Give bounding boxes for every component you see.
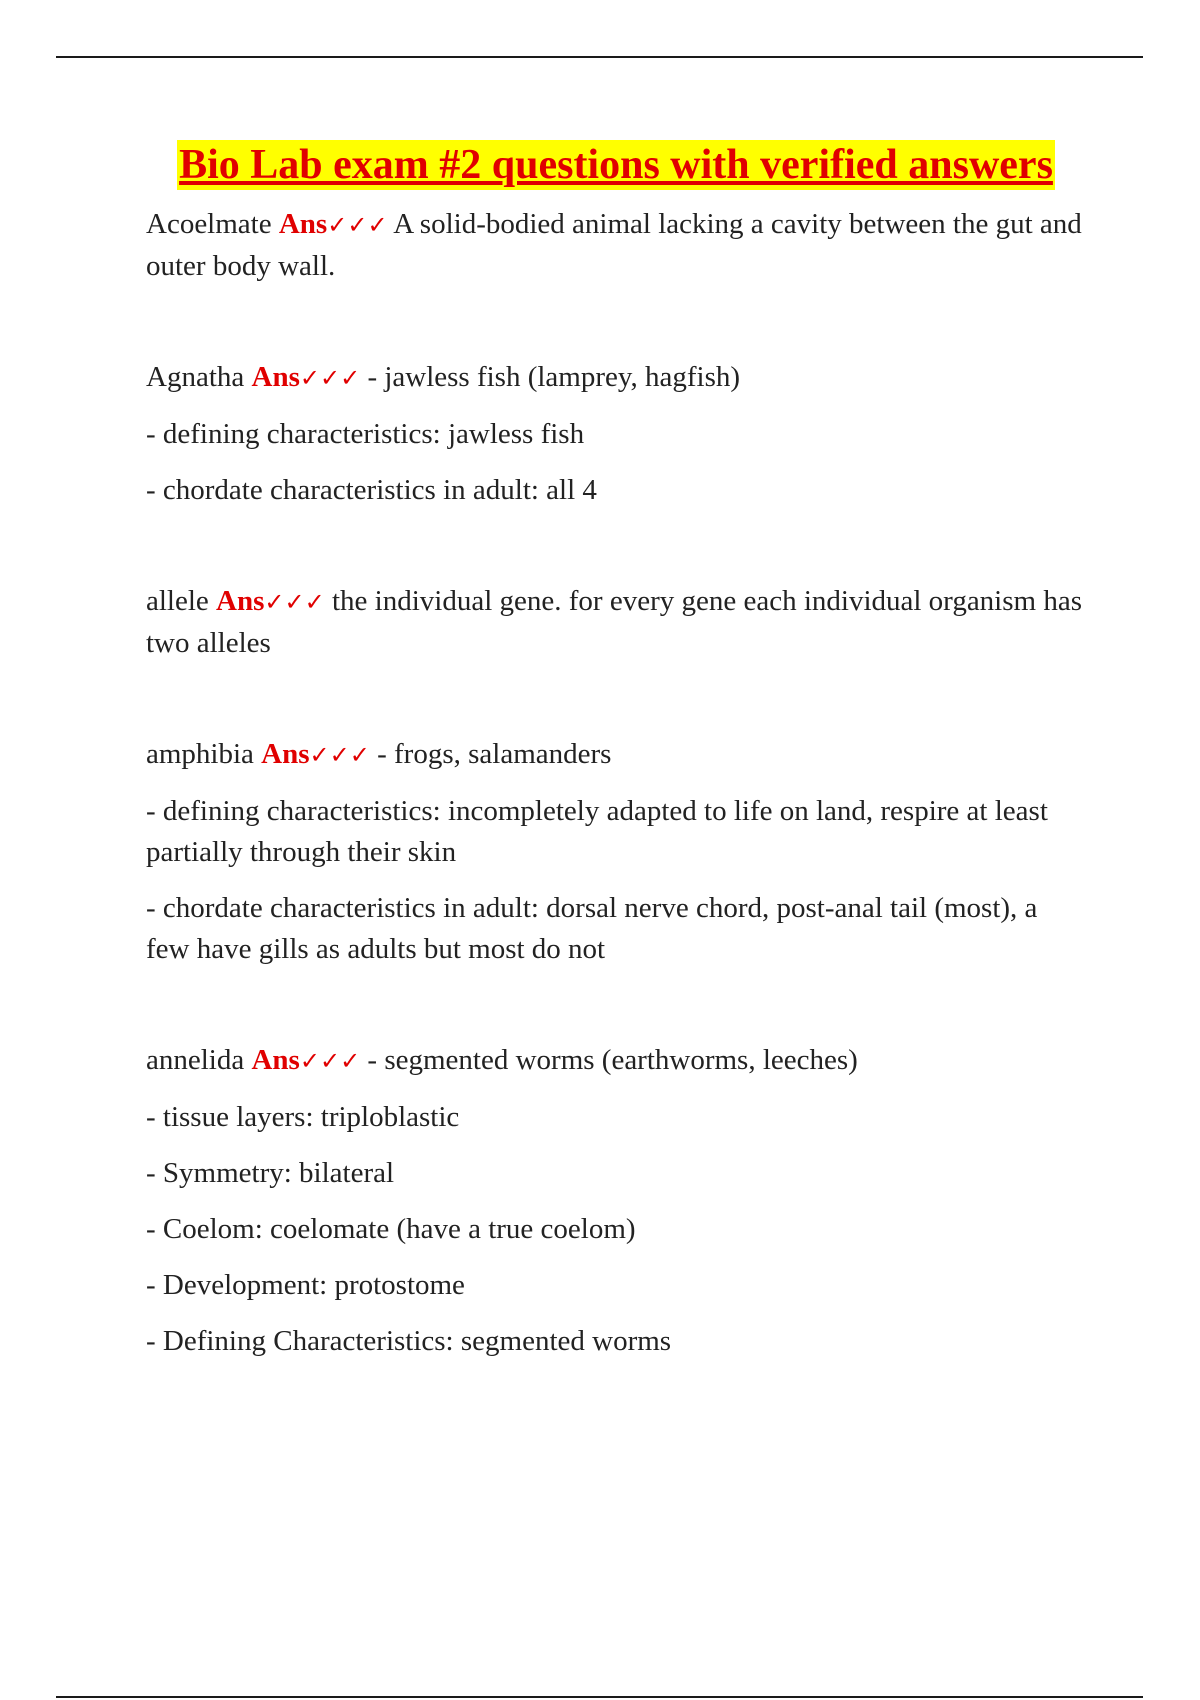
- entry-detail: - chordate characteristics in adult: dorsal nerve chord, post-anal tail (most), a few have gills as adults but most do not: [146, 892, 1038, 965]
- entry-detail: - Development: protostome: [146, 1269, 465, 1301]
- check-marks-icon: ✓✓✓: [299, 364, 361, 392]
- entry-allele: [146, 581, 1086, 664]
- answer-marker: Ans: [251, 361, 300, 393]
- document-body: [146, 140, 1086, 1432]
- entry-heading: [146, 357, 1086, 399]
- entry-term: amphibia: [146, 738, 254, 770]
- entry-term: Agnatha: [146, 361, 245, 393]
- entry-term: allele: [146, 585, 209, 617]
- answer-marker: Ans: [251, 1044, 300, 1076]
- entry-detail: - defining characteristics: jawless fish: [146, 418, 585, 450]
- entry-annelida: [146, 1040, 1086, 1362]
- entry-detail: - defining characteristics: incompletely adapted to life on land, respire at least partially through their skin: [146, 795, 1048, 868]
- entry-term: annelida: [146, 1044, 245, 1076]
- entry-amphibia: [146, 734, 1086, 970]
- entry-definition: A solid-bodied animal lacking a cavity between the gut and outer body wall.: [146, 208, 1082, 282]
- entry-definition: - jawless fish (lamprey, hagfish): [360, 361, 741, 393]
- check-marks-icon: ✓✓✓: [309, 741, 370, 769]
- entry-definition: - frogs, salamanders: [369, 738, 612, 770]
- answer-marker: Ans: [261, 738, 310, 770]
- top-divider: [56, 56, 1143, 58]
- entry-agnatha: [146, 357, 1086, 511]
- entry-detail: - Coelom: coelomate (have a true coelom): [146, 1213, 636, 1245]
- entry-heading: [146, 1040, 1086, 1082]
- entry-detail: - Symmetry: bilateral: [146, 1157, 395, 1189]
- title-row: [146, 140, 1086, 190]
- check-marks-icon: ✓✓✓: [264, 588, 325, 616]
- entry-detail: - Defining Characteristics: segmented worms: [146, 1325, 672, 1357]
- entry-heading: [146, 204, 1086, 287]
- entry-term: Acoelmate: [146, 208, 272, 240]
- bottom-divider: [56, 1696, 1143, 1698]
- entry-definition: - segmented worms (earthworms, leeches): [360, 1044, 858, 1076]
- answer-marker: Ans: [216, 585, 265, 617]
- check-marks-icon: ✓✓✓: [327, 211, 388, 239]
- entry-detail: - chordate characteristics in adult: all 4: [146, 474, 597, 506]
- document-title: Bio Lab exam #2 questions with verified answers: [179, 142, 1053, 188]
- check-marks-icon: ✓✓✓: [299, 1047, 361, 1075]
- answer-marker: Ans: [278, 208, 328, 240]
- entry-heading: [146, 734, 1086, 776]
- entry-heading: [146, 581, 1086, 664]
- entry-definition: the individual gene. for every gene each individual organism has two alleles: [146, 585, 1082, 659]
- entry-acoelmate: [146, 204, 1086, 287]
- entry-detail: - tissue layers: triploblastic: [146, 1101, 460, 1133]
